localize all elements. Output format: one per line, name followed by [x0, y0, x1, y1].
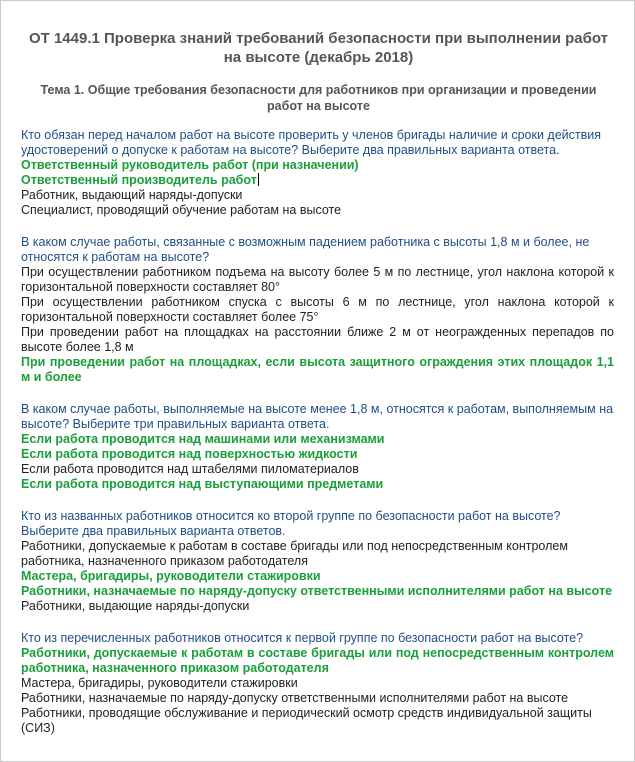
- question-text: Кто из названных работников относится ко второй группе по безопасности работ на высоте? Выберите два правильных варианта ответов.: [21, 509, 561, 538]
- topic-heading: Тема 1. Общие требования безопасности для работников при организации и проведении работ на высоте: [40, 83, 597, 113]
- document-title: ОТ 1449.1 Проверка знаний требований безопасности при выполнении работ на высоте (декабрь 2018): [28, 30, 609, 66]
- question-block: [21, 128, 614, 218]
- answer-option[interactable]: Работники, назначаемые по наряду-допуску ответственными исполнителями работ на высоте: [21, 691, 569, 705]
- answer-option[interactable]: Работники, допускаемые к работам в составе бригады или под непосредственным контролем работника, назначенного приказом работодателя: [21, 646, 614, 675]
- answer-option[interactable]: При осуществлении работником спуска с высоты 6 м по лестнице, угол наклона которой к горизонтальной поверхности составляет более 75°: [21, 295, 614, 324]
- question-text: В каком случае работы, выполняемые на высоте менее 1,8 м, относятся к работам, выполняемым на высоте? Выберите три правильных варианта ответа.: [21, 402, 614, 431]
- question-block: [21, 235, 614, 385]
- answer-option-text: Ответственный производитель работ: [21, 173, 257, 187]
- answer-option[interactable]: Если работа проводится над машинами или механизмами: [21, 432, 385, 446]
- answer-option[interactable]: Если работа проводится над штабелями пиломатериалов: [21, 462, 359, 476]
- question-block: [21, 631, 614, 736]
- answer-option[interactable]: [21, 173, 614, 188]
- answer-option[interactable]: Работники, назначаемые по наряду-допуску ответственными исполнителями работ на высоте: [21, 584, 613, 598]
- answer-option[interactable]: Ответственный руководитель работ (при назначении): [21, 158, 359, 172]
- answer-option[interactable]: При проведении работ на площадках на расстоянии ближе 2 м от неогражденных перепадов по высоте более 1,8 м: [21, 325, 614, 354]
- answer-option[interactable]: Работники, выдающие наряды-допуски: [21, 599, 250, 613]
- question-text: Кто обязан перед началом работ на высоте проверить у членов бригады наличие и сроки действия удостоверений о допуске к работам на высоте? Выберите два правильных варианта ответа.: [21, 128, 602, 157]
- answer-option[interactable]: Специалист, проводящий обучение работам на высоте: [21, 203, 342, 217]
- question-text: В каком случае работы, связанные с возможным падением работника с высоты 1,8 м и более, не относятся к работам на высоте?: [21, 235, 590, 264]
- answer-option[interactable]: Работники, допускаемые к работам в составе бригады или под непосредственным контролем работника, назначенного приказом работодателя: [21, 539, 568, 568]
- question-block: [21, 509, 614, 614]
- answer-option[interactable]: Работники, проводящие обслуживание и периодический осмотр средств индивидуальной защиты (СИЗ): [21, 706, 592, 735]
- question-text: Кто из перечисленных работников относится к первой группе по безопасности работ на высоте?: [21, 631, 584, 645]
- answer-option[interactable]: Мастера, бригадиры, руководители стажировки: [21, 569, 321, 583]
- questions-list: [21, 128, 614, 753]
- answer-option[interactable]: При проведении работ на площадках, если высота защитного ограждения этих площадок 1,1 м и более: [21, 355, 614, 384]
- text-cursor: [258, 173, 259, 186]
- answer-option[interactable]: Если работа проводится над выступающими предметами: [21, 477, 384, 491]
- answer-option[interactable]: Работник, выдающий наряды-допуски: [21, 188, 243, 202]
- answer-option[interactable]: Если работа проводится над поверхностью жидкости: [21, 447, 358, 461]
- answer-option[interactable]: Мастера, бригадиры, руководители стажировки: [21, 676, 298, 690]
- answer-option[interactable]: При осуществлении работником подъема на высоту более 5 м по лестнице, угол наклона которой к горизонтальной поверхности составляет 80°: [21, 265, 614, 294]
- question-block: [21, 402, 614, 492]
